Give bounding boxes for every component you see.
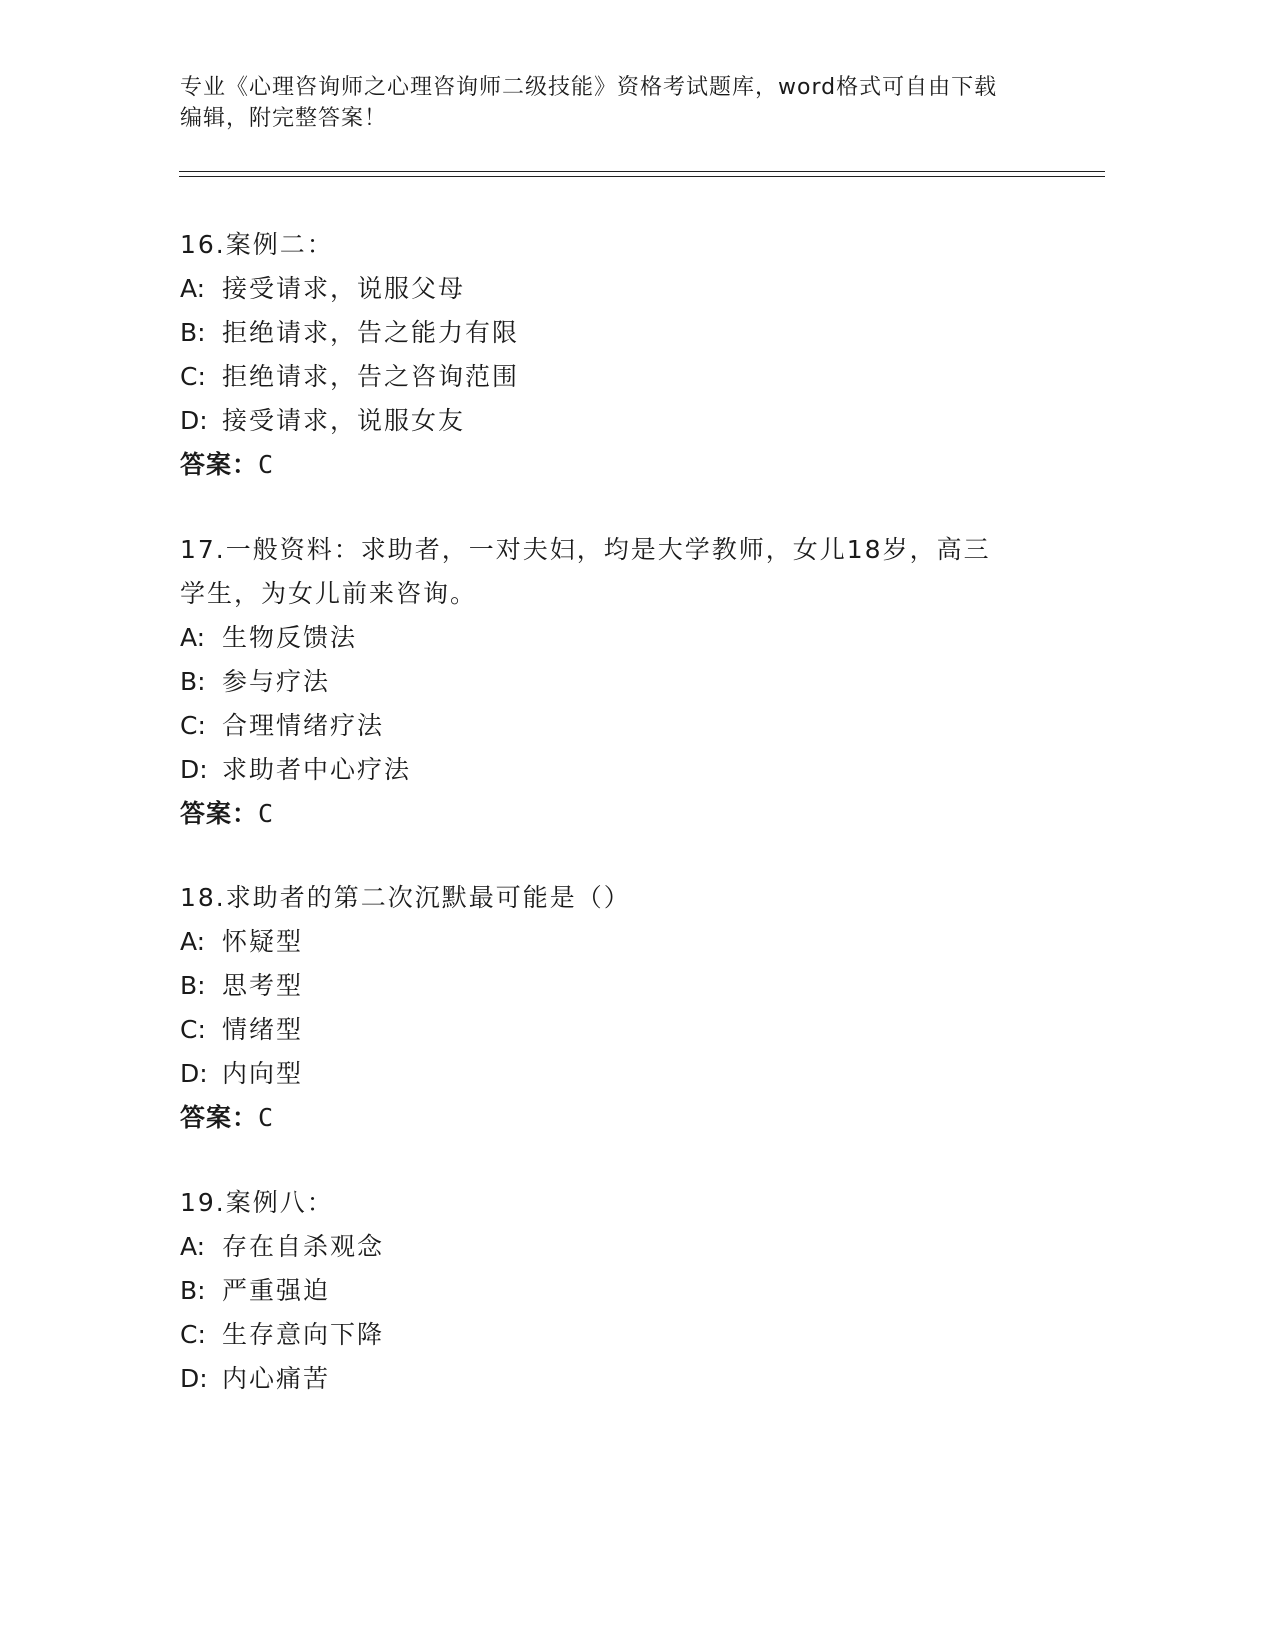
option-key: D: bbox=[180, 755, 208, 784]
option-key: B: bbox=[180, 667, 206, 696]
option-key: D: bbox=[180, 406, 208, 435]
header-divider-bottom bbox=[179, 176, 1105, 177]
option-d bbox=[180, 1052, 1080, 1096]
question-stem: 17.一般资料：求助者，一对夫妇，均是大学教师，女儿18岁，高三 bbox=[180, 535, 991, 564]
option-text: 内心痛苦 bbox=[222, 1364, 331, 1393]
header-line-1: 专业《心理咨询师之心理咨询师二级技能》资格考试题库，word格式可自由下载 bbox=[180, 75, 998, 100]
answer-line bbox=[180, 1096, 1080, 1140]
option-key: A: bbox=[180, 927, 206, 956]
option-key: C: bbox=[180, 1015, 206, 1044]
option-key: D: bbox=[180, 1364, 208, 1393]
option-key: B: bbox=[180, 318, 206, 347]
document-header bbox=[180, 72, 1060, 134]
option-text: 内向型 bbox=[222, 1059, 304, 1088]
answer-value: C bbox=[258, 799, 274, 828]
option-key: B: bbox=[180, 971, 206, 1000]
option-key: D: bbox=[180, 1059, 208, 1088]
option-text: 生存意向下降 bbox=[222, 1320, 385, 1349]
option-b bbox=[180, 964, 1080, 1008]
option-a bbox=[180, 920, 1080, 964]
question-19 bbox=[180, 1181, 1080, 1401]
option-text: 严重强迫 bbox=[222, 1276, 331, 1305]
question-16 bbox=[180, 223, 1080, 487]
option-a bbox=[180, 1225, 1080, 1269]
option-text: 思考型 bbox=[222, 971, 304, 1000]
option-text: 接受请求，说服父母 bbox=[222, 274, 466, 303]
option-text: 求助者中心疗法 bbox=[222, 755, 412, 784]
option-c bbox=[180, 1313, 1080, 1357]
option-key: B: bbox=[180, 1276, 206, 1305]
answer-label: 答案： bbox=[180, 799, 259, 828]
option-text: 拒绝请求，告之咨询范围 bbox=[222, 362, 520, 391]
option-text: 接受请求，说服女友 bbox=[222, 406, 466, 435]
answer-line bbox=[180, 443, 1080, 487]
option-text: 存在自杀观念 bbox=[222, 1232, 385, 1261]
option-key: C: bbox=[180, 1320, 206, 1349]
option-c bbox=[180, 704, 1080, 748]
answer-value: C bbox=[258, 450, 274, 479]
question-stem: 18.求助者的第二次沉默最可能是（） bbox=[180, 883, 631, 912]
header-line-2: 编辑，附完整答案！ bbox=[180, 106, 388, 131]
option-key: A: bbox=[180, 623, 206, 652]
option-a bbox=[180, 616, 1080, 660]
option-b bbox=[180, 311, 1080, 355]
option-text: 怀疑型 bbox=[222, 927, 304, 956]
option-key: A: bbox=[180, 274, 206, 303]
option-key: C: bbox=[180, 711, 206, 740]
option-text: 生物反馈法 bbox=[222, 623, 358, 652]
option-c bbox=[180, 355, 1080, 399]
question-stem-continued: 学生，为女儿前来咨询。 bbox=[180, 579, 478, 608]
option-text: 合理情绪疗法 bbox=[222, 711, 385, 740]
option-c bbox=[180, 1008, 1080, 1052]
option-text: 情绪型 bbox=[222, 1015, 304, 1044]
header-divider-top bbox=[179, 171, 1105, 172]
option-b bbox=[180, 660, 1080, 704]
option-a bbox=[180, 267, 1080, 311]
answer-value: C bbox=[258, 1103, 274, 1132]
option-text: 参与疗法 bbox=[222, 667, 331, 696]
answer-line bbox=[180, 792, 1080, 836]
question-17 bbox=[180, 528, 1080, 836]
option-text: 拒绝请求，告之能力有限 bbox=[222, 318, 520, 347]
option-d bbox=[180, 399, 1080, 443]
option-d bbox=[180, 748, 1080, 792]
question-stem: 16.案例二： bbox=[180, 230, 334, 259]
option-d bbox=[180, 1357, 1080, 1401]
answer-label: 答案： bbox=[180, 1103, 259, 1132]
option-b bbox=[180, 1269, 1080, 1313]
answer-label: 答案： bbox=[180, 450, 259, 479]
question-stem: 19.案例八： bbox=[180, 1188, 334, 1217]
question-18 bbox=[180, 876, 1080, 1140]
option-key: A: bbox=[180, 1232, 206, 1261]
option-key: C: bbox=[180, 362, 206, 391]
